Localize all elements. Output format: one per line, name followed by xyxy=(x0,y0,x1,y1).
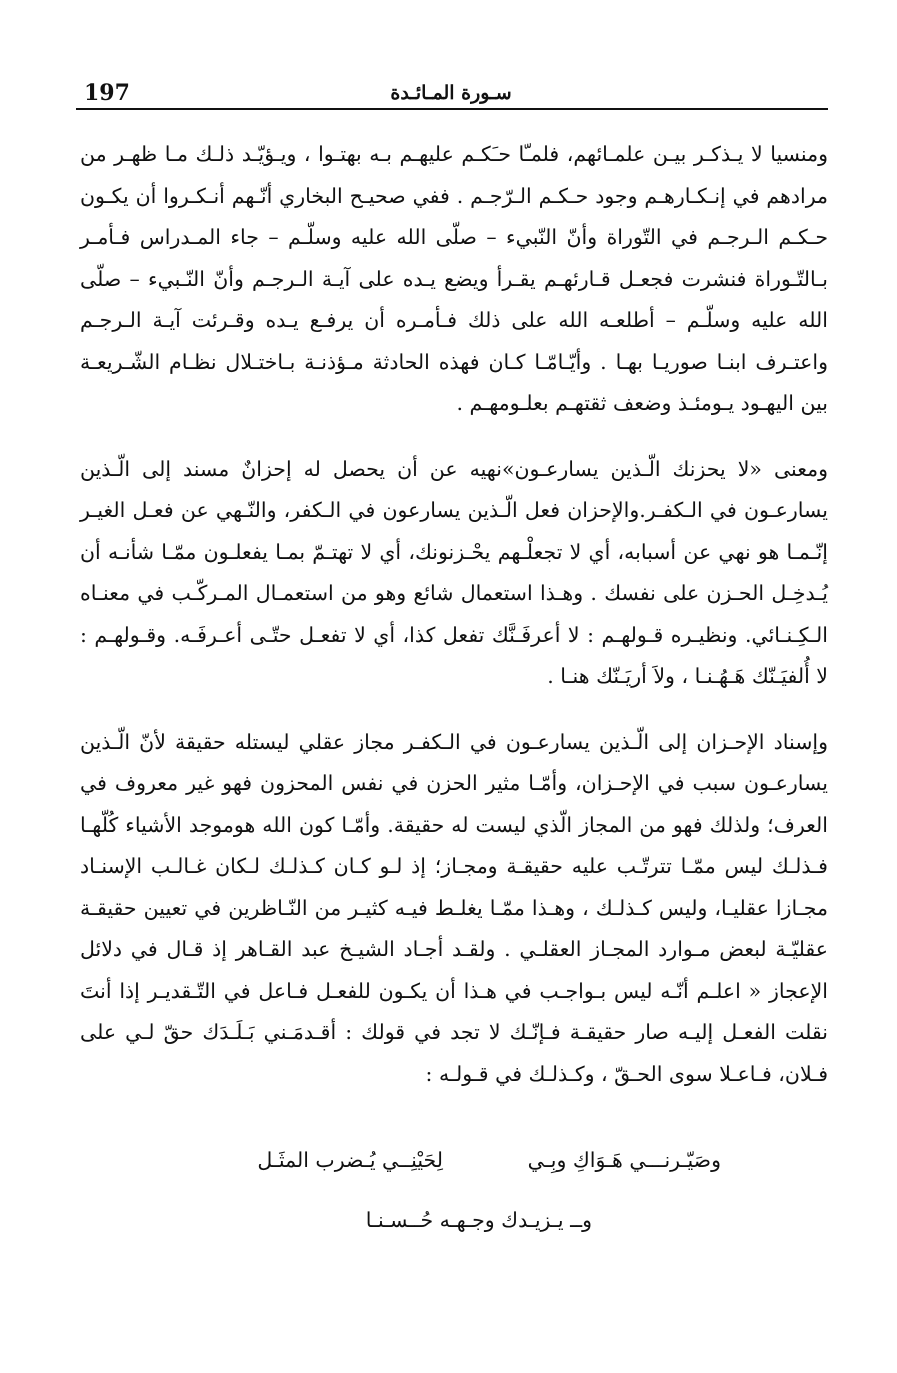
verse-hemistich: لِحَيْنِــي يُـضرب المثَـل xyxy=(257,1148,443,1172)
running-head: سـورة المـائـدة xyxy=(390,82,512,104)
page-header xyxy=(76,80,826,108)
paragraph: ومنسيا لا يـذكـر بيـن علمـائهم، فلمـّا حـَكـم عليهـم بـه بهتـوا ، ويـؤيّـد ذلـك مـا ظهـر من مرادهم في إنـكـارهـم وجود حـكـم الـرّجـم . ففي صحيـح البخاري أنّـهم أنـكـروا أن يكـون حـكـم الـرجـم في التّوراة وأنّ النّبيء – صلّى الله عليه وسلّـم – جاء المـدراس فـأمـر بـالتّـوراة فنشرت فجعـل قـارئهـم يقـرأ ويضع يـده على آيـة الـرجـم وأنّ النّـبيء – صلّى الله عليه وسلّـم – أطلعـه الله على ذلك فـأمـره أن يرفـع يـده وقـرئت آيـة الـرجـم واعتـرف ابنـا صوريـا بهـا . وأيّـامّـا كـان فهذه الحادثة مـؤذنـة بـاختـلال نظـام الشّـريعـة بين اليهـود يـومئـذ وضعف ثقتهـم بعلـومهـم . xyxy=(80,142,828,415)
page-number: 197 xyxy=(84,80,130,106)
verse-hemistich: وــ يـزيـدك وجـهـه حُــسـنـا xyxy=(365,1208,592,1232)
body-text xyxy=(80,134,828,1095)
verse-hemistich: وصَيّـرنـــي هَـوَاكِ وبِـي xyxy=(527,1148,721,1172)
paragraph: وإسناد الإحـزان إلى الّـذين يسارعـون في الـكفـر مجاز عقلي ليستله حقيقة لأنّ الّـذين يسارعـون سبب في الإحـزان، وأمّـا مثير الحزن في نفس المحزون فهو غير معروف في العرف؛ ولذلك فهو من المجاز الّذي ليست له حقيقة. وأمّـا كون الله هوموجد الأشياء كُلّهـا فـذلـك ليس ممّـا تترتّـب عليه حقيقـة ومجـاز؛ إذ لـو كـان كـذلـك لـكان غـالـب الإسنـاد مجـازا عقليـا، وليس كـذلـك ، وهـذا ممّـا يغلـط فيـه كثيـر من النّـاظرين في تعيين حقيقـة عقليّـة لبعض مـوارد المجـاز العقلـي . ولقـد أجـاد الشيـخ عبد القـاهر إذ قـال في دلائل الإعجاز « اعلـم أنّـه ليس بـواجـب في هـذا أن يكـون للفعـل فـاعل في التّـقديـر إذا أنتَ نقلت الفعـل إليـه صار حقيقـة فـإنّـك لا تجد في قولك : أقـدمَـني بَـلَـدَك حقّ لـي على فـلان، فـاعـلا سوى الحـقّ ، وكـذلـك في قـولـه : xyxy=(80,729,828,1086)
header-rule xyxy=(76,108,828,110)
paragraph: ومعنى «لا يحزنك الّـذين يسارعـون»نهيه عن أن يحصل له إحزانٌ مسند إلى الّـذين يسارعـون في الـكفـر.والإحزان فعل الّـذين يسارعون في الـكفر، والنّـهي عن فعـل الغيـر إنّـمـا هو نهي عن أسبابه، أي لا تجعلْـهم يحْـزنونك، أي لا تهتـمّ بمـا يفعلـون ممّـا شأنـه أن يُـدخِـل الحـزن على نفسك . وهـذا استعمال شائع وهو من استعمـال المـركّـب في معنـاه الـكِـنـائي. ونظيـره قـولهـم : لا أعرفَـنَّك تفعل كذا، أي لا تفعـل حتّـى أعـرفَـه. وقـولهـم : لا أُلفيَـنّك هَـهُـنـا ، ولاَ أريَـنّك هنـا . xyxy=(80,456,828,688)
